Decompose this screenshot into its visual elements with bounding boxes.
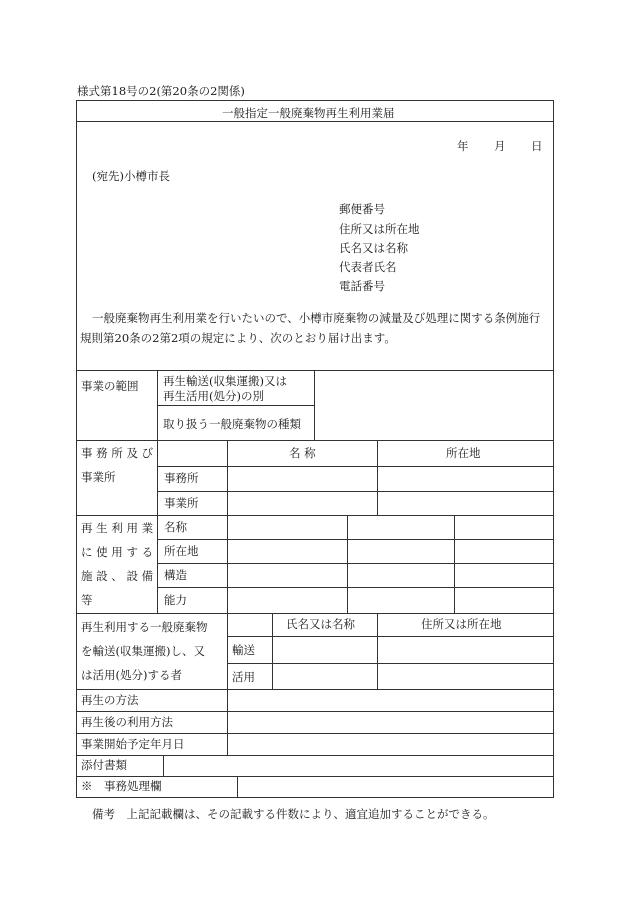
facilities-row-location: 所在地 (164, 544, 199, 558)
form-title: 一般指定一般廃棄物再生利用業届 (222, 106, 395, 120)
rule (227, 636, 553, 637)
rule (347, 515, 348, 613)
facilities-label-line-3: 施 設 、 設 備 (81, 569, 154, 583)
date-day: 日 (531, 139, 543, 153)
rule (227, 613, 228, 689)
rule (157, 466, 553, 467)
offices-row-workplace: 事業所 (164, 496, 199, 510)
offices-col-name: 名 称 (289, 446, 316, 460)
rule (157, 491, 553, 492)
rule (157, 563, 553, 564)
rule (77, 755, 553, 756)
rule (77, 711, 553, 712)
rule (272, 613, 273, 689)
rule (77, 515, 553, 516)
form-number: 様式第18号の2(第20条の2関係) (77, 84, 245, 98)
phone-label: 電話番号 (339, 279, 385, 293)
rule (314, 370, 315, 440)
rule (77, 733, 553, 734)
office-use-label: ※ 事務処理欄 (81, 779, 162, 793)
rule (227, 689, 228, 755)
scope-item-1-line-1: 再生輸送(収集運搬)又は (163, 374, 287, 388)
operators-row-transport: 輸送 (232, 643, 255, 657)
rule (77, 121, 553, 122)
rule (163, 755, 164, 776)
rule (157, 587, 553, 588)
operators-label-line-3: は活用(処分)する者 (81, 668, 182, 682)
rule (227, 663, 553, 664)
postal-code-label: 郵便番号 (339, 202, 385, 216)
operators-label-line-1: 再生利用する一般廃棄物 (81, 620, 208, 634)
offices-label-line-1: 事 務 所 及 び (81, 446, 154, 460)
rule (157, 370, 158, 613)
rule (77, 613, 553, 614)
operators-col-name: 氏名又は名称 (286, 617, 355, 631)
scope-label: 事業の範囲 (81, 379, 139, 393)
statement-line-1: 一般廃棄物再生利用業を行いたいので、小樽市廃棄物の減量及び処理に関する条例施行 (92, 311, 541, 325)
rule (377, 613, 378, 689)
rule (454, 515, 455, 613)
representative-label: 代表者氏名 (339, 260, 397, 274)
operators-col-address: 住所又は所在地 (421, 617, 502, 631)
rule (157, 539, 553, 540)
facilities-label-line-1: 再 生 利 用 業 (81, 521, 154, 535)
statement-line-2: 規則第20条の2第2項の規定により、次のとおり届け出ます。 (80, 331, 396, 345)
addressee: (宛先)小樽市長 (92, 169, 170, 183)
rule (77, 370, 553, 371)
date-month: 月 (494, 139, 506, 153)
usage-label: 再生後の利用方法 (81, 715, 173, 729)
facilities-row-capacity: 能力 (164, 593, 187, 607)
offices-label-line-2: 事業所 (81, 470, 116, 484)
facilities-label-line-2: に 使 用 す る (81, 545, 154, 559)
operators-row-utilization: 活用 (232, 670, 255, 684)
scope-item-2: 取り扱う一般廃棄物の種類 (163, 417, 301, 431)
rule (227, 515, 228, 613)
rule (227, 440, 228, 515)
name-label: 氏名又は名称 (339, 241, 408, 255)
start-date-label: 事業開始予定年月日 (81, 737, 185, 751)
scope-item-1-line-2: 再生活用(処分)の別 (163, 389, 264, 403)
operators-label-line-2: を輸送(収集運搬)し、又 (81, 644, 205, 658)
rule (237, 776, 238, 797)
facilities-label-line-4: 等 (81, 593, 93, 607)
rule (77, 776, 553, 777)
facilities-row-structure: 構造 (164, 568, 187, 582)
rule (77, 689, 553, 690)
rule (77, 440, 553, 441)
remarks-note: 備考 上記記載欄は、その記載する件数により、適宜追加することができる。 (92, 807, 495, 821)
method-label: 再生の方法 (81, 693, 139, 707)
rule (157, 405, 314, 406)
facilities-row-name: 名称 (164, 520, 187, 534)
offices-row-office: 事務所 (164, 471, 199, 485)
date-year: 年 (457, 139, 469, 153)
offices-col-location: 所在地 (446, 446, 481, 460)
attachments-label: 添付書類 (81, 758, 127, 772)
rule (377, 440, 378, 515)
address-label: 住所又は所在地 (339, 222, 420, 236)
